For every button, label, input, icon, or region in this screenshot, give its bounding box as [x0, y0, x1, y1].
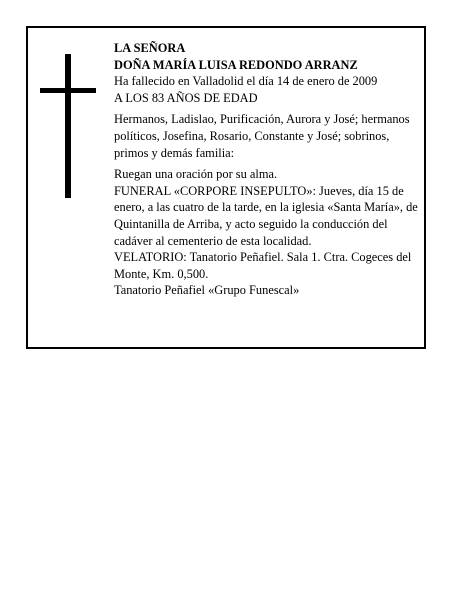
latin-cross-icon: [40, 54, 96, 198]
funeral-details: FUNERAL «CORPORE INSEPULTO»: Jueves, día 15 de enero, a las cuatro de la tarde, en la iglesia «Santa María», de Quintanilla de Arriba, y acto seguido la conducción del cadáver al cementerio de esta localidad.: [114, 183, 418, 248]
age-line: A LOS 83 AÑOS DE EDAD: [114, 90, 258, 105]
deceased-name: DOÑA MARÍA LUISA REDONDO ARRANZ: [114, 57, 358, 72]
family-list: Hermanos, Ladislao, Purificación, Aurora y José; hermanos políticos, Josefina, Rosario, Constante y José; sobrinos, primos y demás familia:: [114, 112, 410, 160]
funeral-home: Tanatorio Peñafiel «Grupo Funescal»: [114, 283, 300, 298]
cross-horizontal-bar: [40, 88, 96, 93]
notice-title: LA SEÑORA: [114, 41, 186, 55]
prayer-request: Ruegan una oración por su alma.: [114, 167, 278, 182]
obituary-notice: [26, 26, 426, 349]
cross-vertical-bar: [65, 54, 71, 198]
death-announcement: Ha fallecido en Valladolid el día 14 de enero de 2009: [114, 74, 378, 89]
wake-details: VELATORIO: Tanatorio Peñafiel. Sala 1. Ctra. Cogeces del Monte, Km. 0,500.: [114, 250, 412, 281]
notice-text: [114, 40, 424, 299]
